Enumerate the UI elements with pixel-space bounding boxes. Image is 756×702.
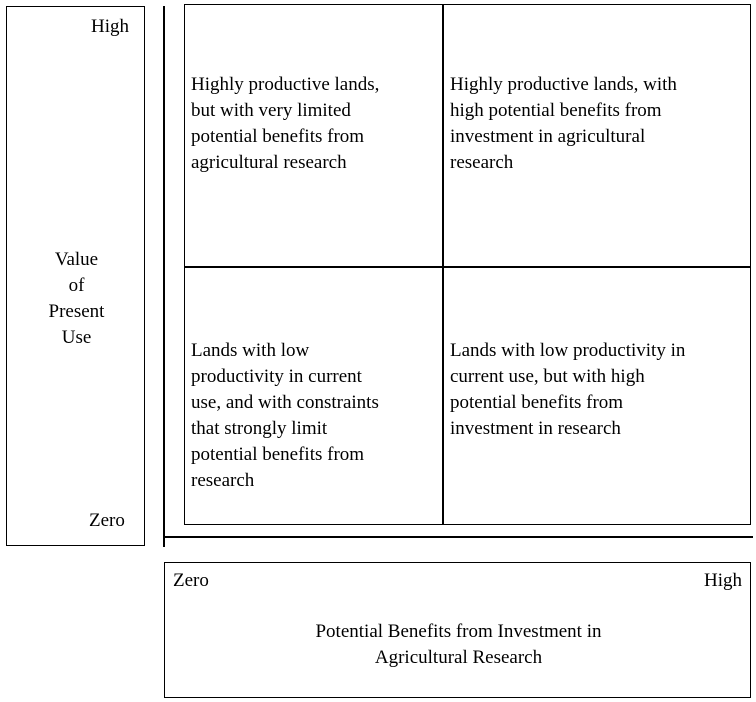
x-axis-title-line: Potential Benefits from Investment in [315,621,602,642]
y-axis-zero-label: Zero [89,510,125,531]
y-axis-high-label: High [91,16,129,37]
quadrant-top-left [191,72,436,176]
y-axis-panel [6,6,145,546]
y-axis-title-line: of [68,275,85,296]
y-axis-title-line: Use [61,327,92,348]
x-axis-title [165,619,752,671]
quadrant-line: Highly productive lands, [191,74,380,95]
quadrant-line: high potential benefits from [450,100,662,121]
quadrant-line: research [450,152,514,173]
quadrant-line: investment in agricultural [450,126,646,147]
quadrant-line: agricultural research [191,152,347,173]
quadrant-divider-horizontal [184,266,751,268]
y-axis-title-line: Value [54,249,99,270]
quadrant-top-right [450,72,745,176]
x-axis-high-label: High [704,570,742,591]
quadrant-line: potential benefits from [191,444,365,465]
horizontal-axis-line [163,536,753,538]
quadrant-line: use, and with constraints [191,392,379,413]
quadrant-line: potential benefits from [450,392,624,413]
y-axis-title [7,247,146,351]
quadrant-line: but with very limited [191,100,351,121]
quadrant-line: productivity in current [191,366,362,387]
quadrant-line: Highly productive lands, with [450,74,677,95]
x-axis-zero-label: Zero [173,570,209,591]
quadrant-line: Lands with low productivity in [450,340,686,361]
y-axis-title-line: Present [48,301,105,322]
quadrant-line: Lands with low [191,340,310,361]
quadrant-bottom-left [191,338,436,494]
quadrant-line: current use, but with high [450,366,645,387]
x-axis-title-line: Agricultural Research [374,647,543,668]
quadrant-bottom-right [450,338,745,442]
quadrant-line: potential benefits from [191,126,365,147]
quadrant-line: research [191,470,255,491]
vertical-axis-line [163,6,165,547]
x-axis-panel [164,562,751,698]
quadrant-line: investment in research [450,418,621,439]
quadrant-line: that strongly limit [191,418,328,439]
quadrant-divider-vertical [442,4,444,525]
